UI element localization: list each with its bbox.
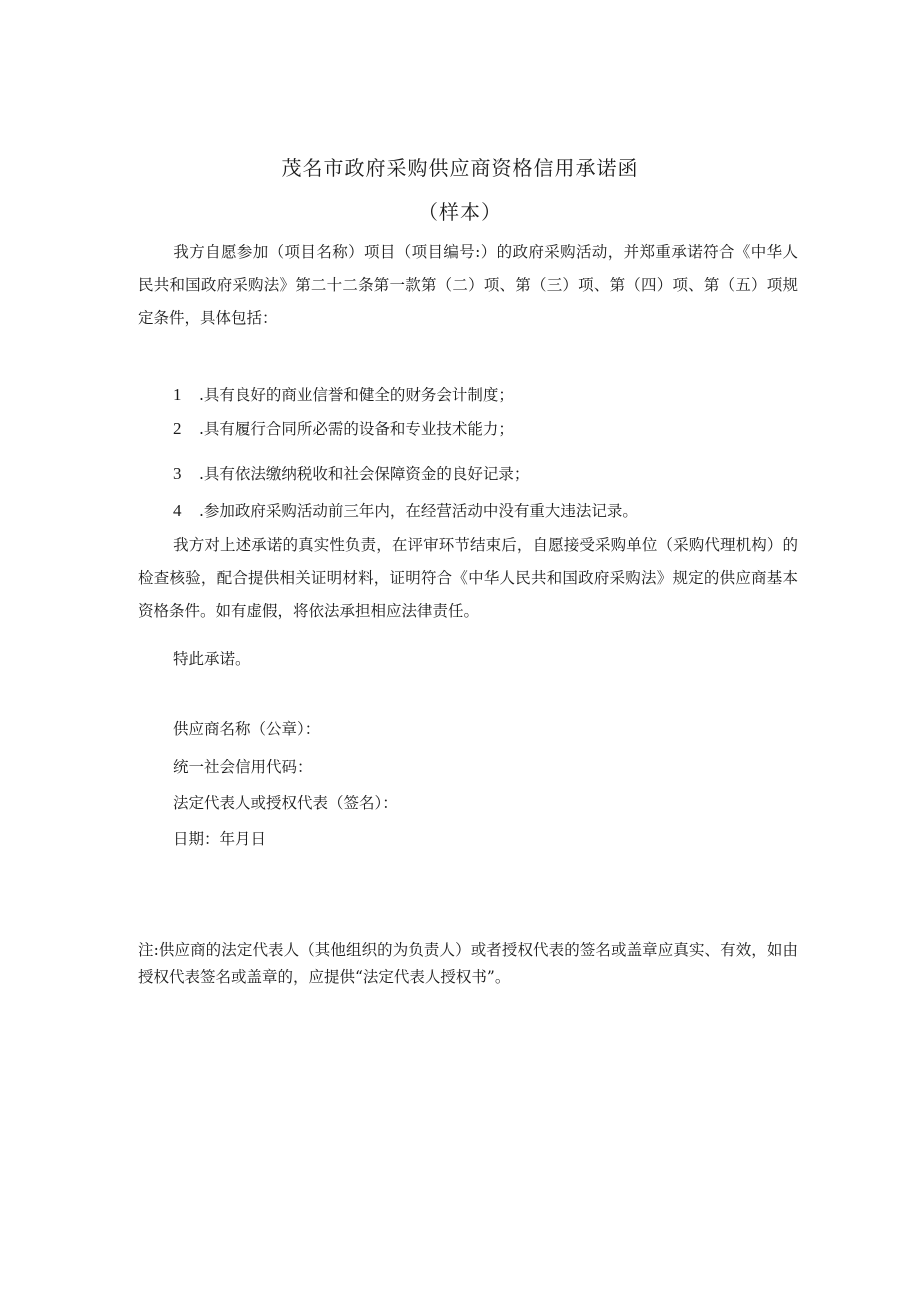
document-subtitle: （样本） [418, 200, 502, 224]
legal-rep-field: 法定代表人或授权代表（签名）： [173, 794, 398, 812]
supplier-name-field: 供应商名称（公章）： [173, 720, 321, 738]
item-text: .具有依法缴纳税收和社会保障资金的良好记录； [199, 465, 530, 483]
responsibility-text: 我方对上述承诺的真实性负责，在评审环节结束后，自愿接受采购单位（采购代理机构）的检查核验，配合提供相关证明材料，证明符合《中华人民共和国政府采购法》规定的供应商基本资格条件。如有虚假，将依法承担相应法律责任。 [138, 536, 798, 620]
note-paragraph [138, 937, 798, 991]
item-number: 4 [173, 501, 182, 520]
item-number: 3 [173, 464, 182, 483]
list-item [173, 459, 529, 489]
note-text: 注:供应商的法定代表人（其他组织的为负责人）或者授权代表的签名或盖章应真实、有效，如由授权代表签名或盖章的，应提供“法定代表人授权书”。 [138, 941, 798, 986]
list-item [173, 380, 514, 410]
intro-paragraph [138, 236, 798, 335]
item-text: .参加政府采购活动前三年内，在经营活动中没有重大违法记录。 [199, 502, 638, 520]
item-number: 1 [173, 385, 182, 404]
item-number: 2 [173, 419, 182, 438]
item-text: .具有履行合同所必需的设备和专业技术能力； [199, 420, 514, 438]
credit-code-field: 统一社会信用代码： [173, 758, 313, 776]
item-text: .具有良好的商业信誉和健全的财务会计制度； [199, 386, 514, 404]
intro-text: 我方自愿参加（项目名称）项目（项目编号:）的政府采购活动，并郑重承诺符合《中华人民共和国政府采购法》第二十二条第一款第（二）项、第（三）项、第（四）项、第（五）项规定条件，具体包括： [138, 243, 798, 327]
closing-text: 特此承诺。 [173, 650, 251, 668]
list-item [173, 496, 638, 526]
list-item [173, 414, 514, 444]
responsibility-paragraph [138, 529, 798, 628]
document-title: 茂名市政府采购供应商资格信用承诺函 [281, 156, 639, 180]
date-field: 日期：年月日 [173, 830, 267, 848]
